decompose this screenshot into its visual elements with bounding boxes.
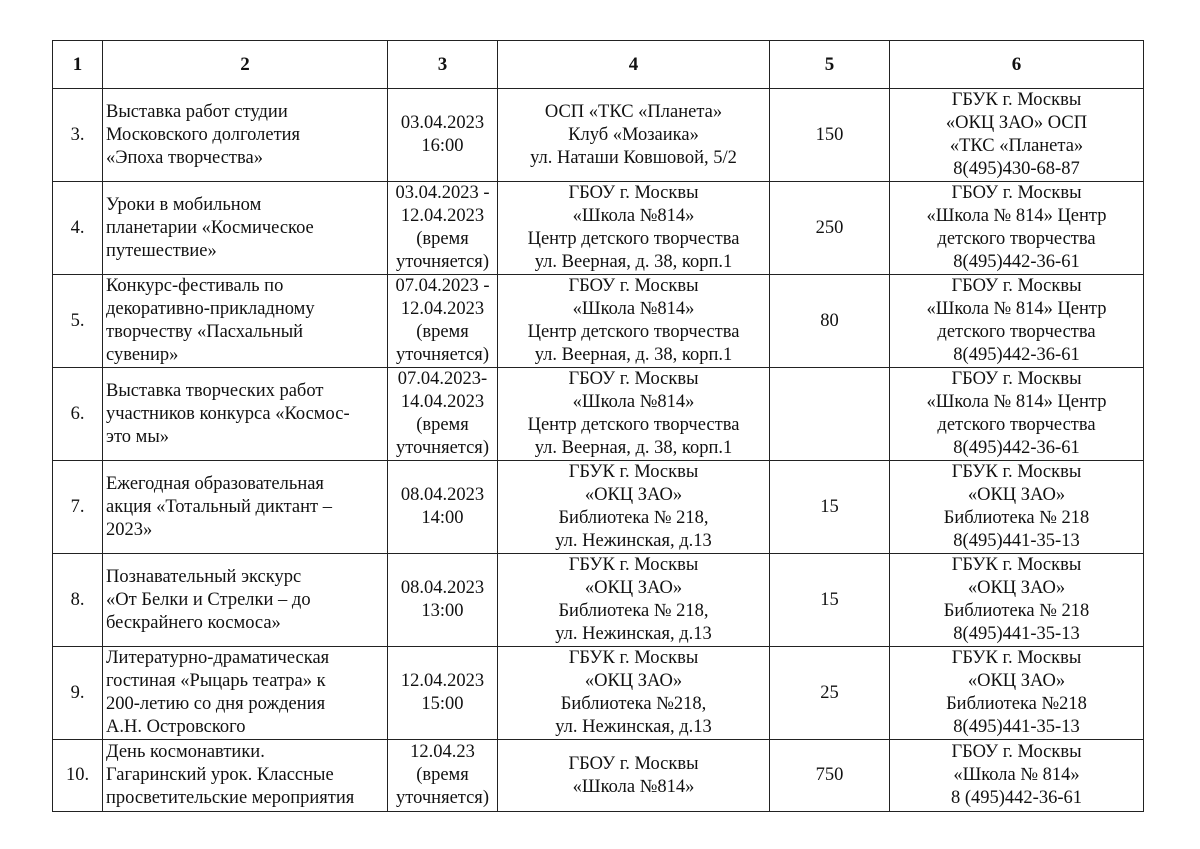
table-row: [53, 740, 1144, 812]
event-date-line: 03.04.2023 -: [395, 183, 490, 203]
event-name-line: акция «Тотальный диктант –: [106, 496, 332, 517]
event-name-line: это мы»: [106, 426, 170, 447]
row-number-cell: 10.: [53, 740, 103, 812]
event-name-line: Гагаринский урок. Классные: [106, 765, 334, 785]
participants-count-cell: 250: [770, 182, 890, 275]
event-date-cell: [388, 554, 498, 647]
event-date-cell: [388, 461, 498, 554]
event-date-line: 12.04.2023: [400, 671, 485, 691]
organizer-line: «Школа № 814»: [953, 765, 1080, 785]
organizer-line: 8(495)441-35-13: [953, 624, 1080, 644]
event-place-cell: [498, 554, 770, 647]
organizer-line: Библиотека № 218: [943, 508, 1090, 528]
column-header-6: 6: [890, 41, 1144, 89]
event-place-cell: [498, 275, 770, 368]
event-place-line: Библиотека № 218,: [558, 508, 709, 528]
organizer-line: детского творчества: [937, 415, 1096, 435]
event-name-line: бескрайнего космоса»: [106, 612, 281, 633]
row-number-cell: 9.: [53, 647, 103, 740]
row-number-cell: 4.: [53, 182, 103, 275]
event-date-line: уточняется): [396, 788, 489, 808]
event-date-line: 07.04.2023-: [397, 369, 488, 389]
event-date-cell: [388, 740, 498, 812]
event-place-cell: [498, 368, 770, 461]
event-name-line: Выставка творческих работ: [106, 380, 324, 401]
event-place-line: ГБОУ г. Москвы: [568, 369, 699, 389]
event-date-line: уточняется): [396, 438, 489, 458]
event-date-line: 15:00: [421, 694, 464, 714]
event-place-line: ул. Нежинская, д.13: [555, 531, 712, 551]
organizer-line: ГБУК г. Москвы: [951, 648, 1082, 668]
event-name-cell: [103, 647, 388, 740]
organizer-line: «Школа № 814» Центр: [926, 392, 1107, 412]
event-name-line: планетарии «Космическое: [106, 217, 314, 238]
event-place-cell: [498, 89, 770, 182]
event-place-line: ОСП «ТКС «Планета»: [544, 101, 723, 122]
organizer-cell: [890, 554, 1144, 647]
event-place-line: ул. Нежинская, д.13: [555, 624, 712, 644]
event-place-line: «ОКЦ ЗАО»: [584, 485, 683, 505]
organizer-line: «Школа № 814» Центр: [926, 206, 1107, 226]
table-row: [53, 647, 1144, 740]
column-header-5: 5: [770, 41, 890, 89]
organizer-line: ГБОУ г. Москвы: [951, 276, 1082, 296]
event-place-cell: [498, 740, 770, 812]
event-name-line: А.Н. Островского: [106, 717, 246, 737]
table-row: [53, 182, 1144, 275]
event-place-line: ГБОУ г. Москвы: [568, 276, 699, 296]
event-name-cell: [103, 89, 388, 182]
event-place-line: «ОКЦ ЗАО»: [584, 578, 683, 598]
column-header-3: 3: [388, 41, 498, 89]
organizer-line: «ОКЦ ЗАО»: [967, 578, 1066, 598]
event-place-line: ГБУК г. Москвы: [568, 462, 699, 482]
event-name-line: Московского долголетия: [106, 124, 301, 145]
event-date-line: (время: [416, 322, 469, 342]
event-name-line: сувенир»: [106, 345, 179, 365]
organizer-line: Библиотека № 218: [943, 601, 1090, 621]
event-date-line: 16:00: [421, 136, 464, 156]
event-name-line: Литературно-драматическая: [106, 648, 330, 668]
event-name-line: Выставка работ студии: [106, 101, 288, 122]
event-name-line: просветительские мероприятия: [106, 788, 355, 808]
event-place-line: «Школа №814»: [572, 299, 695, 319]
organizer-cell: [890, 275, 1144, 368]
event-date-line: 14.04.2023: [400, 392, 485, 412]
event-name-cell: [103, 461, 388, 554]
event-date-cell: [388, 182, 498, 275]
event-date-line: (время: [416, 765, 469, 785]
column-header-2: 2: [103, 41, 388, 89]
event-name-cell: [103, 275, 388, 368]
participants-count-cell: 80: [770, 275, 890, 368]
event-name-line: Ежегодная образовательная: [106, 473, 324, 494]
event-name-cell: [103, 368, 388, 461]
participants-count-cell: 25: [770, 647, 890, 740]
organizer-line: Библиотека №218: [946, 694, 1087, 714]
event-date-cell: [388, 89, 498, 182]
organizer-cell: [890, 647, 1144, 740]
row-number-cell: 7.: [53, 461, 103, 554]
organizer-cell: [890, 740, 1144, 812]
event-date-line: уточняется): [396, 252, 489, 272]
event-name-line: 200-летию со дня рождения: [106, 694, 326, 714]
organizer-cell: [890, 89, 1144, 182]
organizer-line: «ОКЦ ЗАО» ОСП: [945, 113, 1088, 133]
table-row: [53, 275, 1144, 368]
organizer-cell: [890, 461, 1144, 554]
participants-count-cell: [770, 368, 890, 461]
event-date-line: 12.04.23: [410, 742, 475, 762]
event-date-line: 14:00: [421, 508, 464, 528]
organizer-line: ГБУК г. Москвы: [951, 555, 1082, 575]
organizer-line: 8(495)441-35-13: [953, 531, 1080, 551]
organizer-line: детского творчества: [937, 229, 1096, 249]
event-name-line: Уроки в мобильном: [106, 194, 262, 215]
row-number-cell: 6.: [53, 368, 103, 461]
event-date-line: 07.04.2023 -: [395, 276, 490, 296]
event-name-line: День космонавтики.: [106, 742, 265, 762]
organizer-line: 8(495)442-36-61: [953, 345, 1080, 365]
event-place-cell: [498, 461, 770, 554]
event-name-line: Познавательный экскурс: [106, 566, 302, 587]
organizer-line: 8(495)442-36-61: [953, 438, 1080, 458]
participants-count-cell: 15: [770, 554, 890, 647]
event-date-cell: [388, 368, 498, 461]
participants-count-cell: 15: [770, 461, 890, 554]
organizer-line: ГБОУ г. Москвы: [951, 742, 1082, 762]
organizer-cell: [890, 368, 1144, 461]
events-table: [52, 40, 1144, 812]
organizer-line: «ТКС «Планета»: [949, 136, 1084, 156]
event-place-line: ул. Веерная, д. 38, корп.1: [534, 252, 733, 272]
table-row: [53, 368, 1144, 461]
organizer-line: 8(495)430-68-87: [953, 159, 1080, 179]
event-date-line: (время: [416, 229, 469, 249]
event-place-line: «ОКЦ ЗАО»: [584, 671, 683, 691]
event-place-line: ул. Наташи Ковшовой, 5/2: [530, 147, 737, 168]
event-date-cell: [388, 275, 498, 368]
event-date-line: (время: [416, 415, 469, 435]
event-place-line: Библиотека №218,: [560, 694, 707, 714]
column-header-1: 1: [53, 41, 103, 89]
event-place-line: Клуб «Мозаика»: [568, 124, 699, 145]
event-name-cell: [103, 554, 388, 647]
event-date-line: 12.04.2023: [400, 299, 485, 319]
event-name-cell: [103, 182, 388, 275]
event-name-line: путешествие»: [106, 240, 217, 261]
event-name-line: «Эпоха творчества»: [106, 147, 263, 168]
event-place-line: «Школа №814»: [572, 392, 695, 412]
event-place-line: Библиотека № 218,: [558, 601, 709, 621]
event-place-line: «Школа №814»: [572, 206, 695, 226]
event-place-cell: [498, 182, 770, 275]
event-date-line: 08.04.2023: [400, 578, 485, 598]
header-row: [53, 41, 1144, 89]
participants-count-cell: 150: [770, 89, 890, 182]
organizer-line: ГБУК г. Москвы: [951, 90, 1082, 110]
event-name-line: «От Белки и Стрелки – до: [106, 589, 311, 610]
organizer-line: ГБУК г. Москвы: [951, 462, 1082, 482]
event-date-line: уточняется): [396, 345, 489, 365]
event-date-line: 03.04.2023: [400, 113, 485, 133]
table-row: [53, 89, 1144, 182]
organizer-line: детского творчества: [937, 322, 1096, 342]
row-number-cell: 5.: [53, 275, 103, 368]
event-place-line: ГБУК г. Москвы: [568, 555, 699, 575]
table-body: [53, 89, 1144, 812]
row-number-cell: 3.: [53, 89, 103, 182]
event-name-cell: [103, 740, 388, 812]
organizer-line: ГБОУ г. Москвы: [951, 183, 1082, 203]
event-place-line: Центр детского творчества: [527, 229, 740, 249]
participants-count-cell: 750: [770, 740, 890, 812]
table-row: [53, 461, 1144, 554]
event-name-line: участников конкурса «Космос-: [106, 403, 350, 424]
event-date-cell: [388, 647, 498, 740]
event-place-line: ГБОУ г. Москвы: [568, 753, 699, 774]
organizer-line: 8(495)442-36-61: [953, 252, 1080, 272]
row-number-cell: 8.: [53, 554, 103, 647]
event-date-line: 13:00: [421, 601, 464, 621]
event-date-line: 12.04.2023: [400, 206, 485, 226]
organizer-line: «Школа № 814» Центр: [926, 299, 1107, 319]
event-name-line: декоративно-прикладному: [106, 299, 315, 319]
event-place-cell: [498, 647, 770, 740]
organizer-line: 8(495)441-35-13: [953, 717, 1080, 737]
event-name-line: Конкурс-фестиваль по: [106, 276, 284, 296]
event-place-line: «Школа №814»: [572, 776, 695, 797]
event-place-line: ул. Веерная, д. 38, корп.1: [534, 438, 733, 458]
event-date-line: 08.04.2023: [400, 485, 485, 505]
organizer-line: «ОКЦ ЗАО»: [967, 485, 1066, 505]
event-name-line: гостиная «Рыцарь театра» к: [106, 671, 326, 691]
event-place-line: ул. Веерная, д. 38, корп.1: [534, 345, 733, 365]
organizer-line: «ОКЦ ЗАО»: [967, 671, 1066, 691]
event-place-line: ул. Нежинская, д.13: [555, 717, 712, 737]
organizer-cell: [890, 182, 1144, 275]
event-place-line: Центр детского творчества: [527, 322, 740, 342]
event-name-line: 2023»: [106, 519, 153, 540]
table-row: [53, 554, 1144, 647]
organizer-line: ГБОУ г. Москвы: [951, 369, 1082, 389]
organizer-line: 8 (495)442-36-61: [950, 788, 1083, 808]
event-place-line: ГБУК г. Москвы: [568, 648, 699, 668]
column-header-4: 4: [498, 41, 770, 89]
event-place-line: Центр детского творчества: [527, 415, 740, 435]
event-place-line: ГБОУ г. Москвы: [568, 183, 699, 203]
event-name-line: творчеству «Пасхальный: [106, 322, 304, 342]
